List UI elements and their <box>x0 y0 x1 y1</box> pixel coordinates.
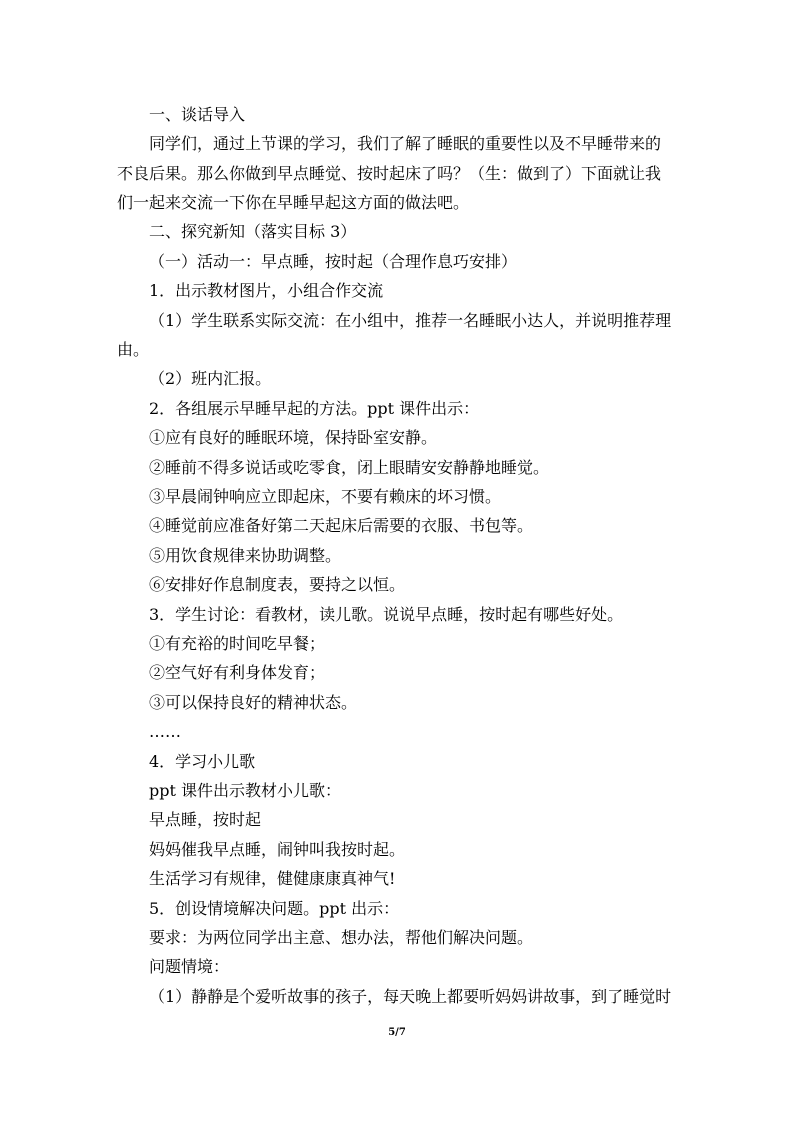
song-line: 生活学习有规律，健健康康真神气! <box>149 869 396 888</box>
section-heading-intro: 一、谈话导入 <box>149 105 246 124</box>
song-title: 早点睡，按时起 <box>149 810 262 829</box>
paragraph-line: （1）学生联系实际交流：在小组中，推荐一名睡眠小达人，并说明推荐理 <box>149 311 672 330</box>
list-item: ③早晨闹钟响应立即起床，不要有赖床的坏习惯。 <box>149 487 502 506</box>
list-item: ③可以保持良好的精神状态。 <box>149 693 358 712</box>
list-item: （2）班内汇报。 <box>149 369 272 388</box>
list-item: ④睡觉前应准备好第二天起床后需要的衣服、书包等。 <box>149 516 534 535</box>
list-item: ①有充裕的时间吃早餐； <box>149 634 326 653</box>
paragraph-line: 由。 <box>117 340 150 359</box>
section-heading-explore: 二、探究新知（落实目标 3） <box>149 222 357 241</box>
list-item: ⑤用饮食规律来协助调整。 <box>149 546 342 565</box>
page-number: 5/7 <box>388 1027 406 1038</box>
list-item: 4．学习小儿歌 <box>149 752 256 771</box>
paragraph-line: 要求：为两位同学出主意、想办法，帮他们解决问题。 <box>149 928 534 947</box>
paragraph-line: ppt 课件出示教材小儿歌： <box>149 781 342 800</box>
list-item: ②睡前不得多说话或吃零食，闭上眼睛安安静静地睡觉。 <box>149 458 550 477</box>
list-item: ②空气好有利身体发育； <box>149 663 326 682</box>
list-item: ①应有良好的睡眠环境，保持卧室安静。 <box>149 428 438 447</box>
list-item: 3．学生讨论：看教材，读儿歌。说说早点睡，按时起有哪些好处。 <box>149 605 624 624</box>
paragraph-line: 们一起来交流一下你在早睡早起这方面的做法吧。 <box>117 193 470 212</box>
paragraph-line: 不良后果。那么你做到早点睡觉、按时起床了吗？（生：做到了）下面就让我 <box>117 164 662 183</box>
activity-heading: （一）活动一：早点睡，按时起（合理作息巧安排） <box>149 252 518 271</box>
ellipsis: …… <box>149 722 181 741</box>
paragraph-line: 问题情境： <box>149 957 230 976</box>
list-item: 5．创设情境解决问题。ppt 出示： <box>149 899 400 918</box>
list-item: 1．出示教材图片，小组合作交流 <box>149 281 384 300</box>
list-item: ⑥安排好作息制度表，要持之以恒。 <box>149 575 406 594</box>
list-item: 2．各组展示早睡早起的方法。ppt 课件出示： <box>149 399 480 418</box>
paragraph-line: （1）静静是个爱听故事的孩子，每天晚上都要听妈妈讲故事，到了睡觉时 <box>149 987 672 1006</box>
paragraph-line: 同学们，通过上节课的学习，我们了解了睡眠的重要性以及不早睡带来的 <box>149 134 662 153</box>
song-line: 妈妈催我早点睡，闹钟叫我按时起。 <box>149 840 406 859</box>
